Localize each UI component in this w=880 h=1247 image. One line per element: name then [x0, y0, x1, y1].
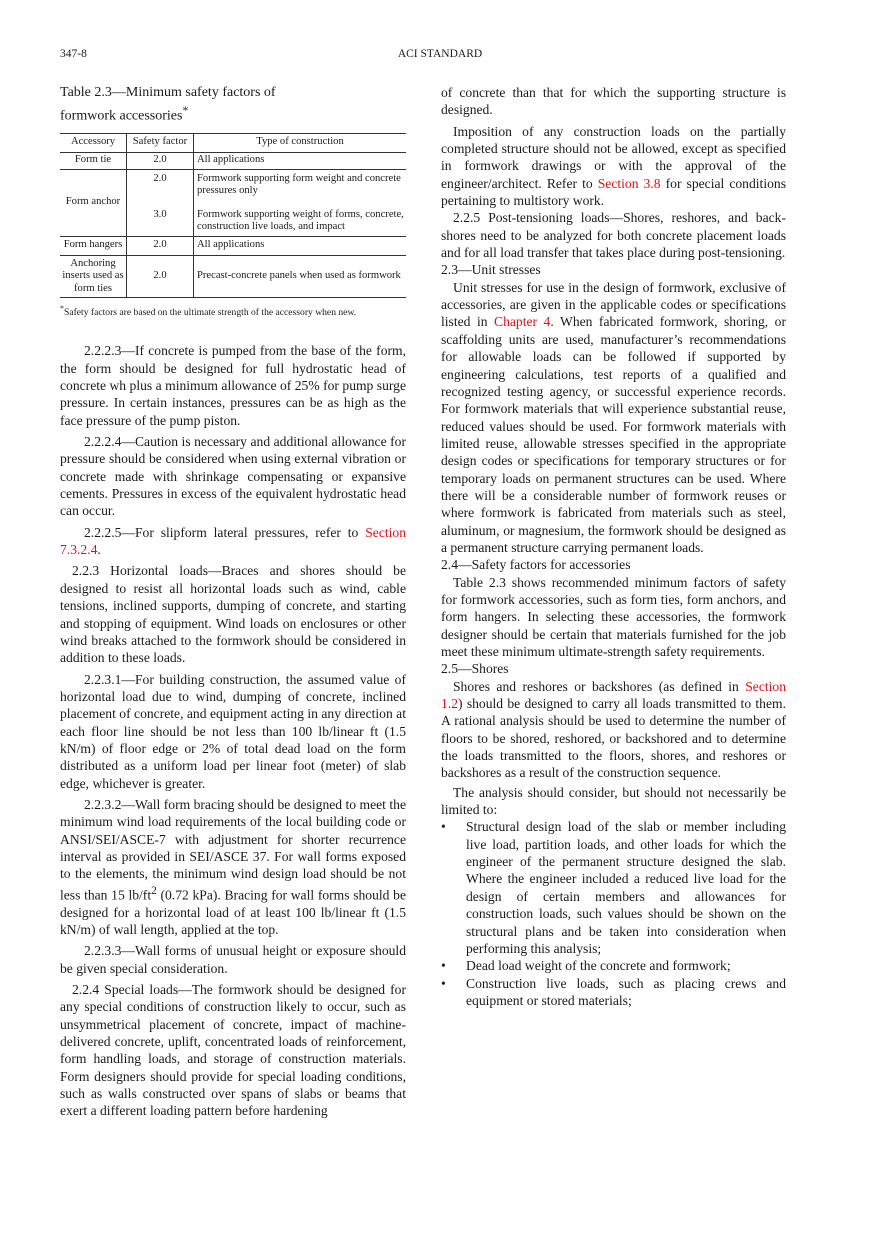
list-item-text: Structural design load of the slab or member including live load, partition loads, and other loads for which the engineer of the permanent structure designed the slab. Where the engineer included a reduced live load for the design of certain members and allowances for construction loads, such values should be shown on the structural plans and be taken into consideration when performing this analysis; [466, 819, 786, 956]
list-item [441, 818, 786, 957]
paragraph-analysis: The analysis should consider, but should not necessarily be limited to: [441, 784, 786, 818]
paragraph-23 [441, 279, 786, 557]
table-cell-type: All applications [194, 152, 407, 169]
section-38-link[interactable]: Section 3.8 [597, 175, 661, 191]
table-caption [60, 84, 406, 125]
table-cell-factor: 2.0 [127, 255, 194, 298]
table-cell-accessory: Form anchor [60, 169, 127, 236]
table-cell-accessory: Anchoring inserts used as form ties [60, 255, 127, 298]
safety-factor-table [60, 133, 406, 299]
paragraph-2223: 2.2.2.3—If concrete is pumped from the base of the form, the form should be designed for full hydrostatic head of concrete wh plus a minimum allowance of 25% for pump surge pressure. In certain instances, pressures can be as high as the face pressure of the pump piston. [60, 343, 406, 428]
bullet-mark: • [441, 975, 446, 991]
paragraph-2225-end: . [97, 542, 101, 558]
table-header-safety-factor: Safety factor [127, 133, 194, 152]
table-cell-type: Formwork supporting weight of forms, concrete, construction live loads, and impact [194, 208, 407, 237]
table-cell-accessory: Form tie [60, 152, 127, 169]
paragraph-2232 [60, 796, 406, 938]
list-item-text: Construction live loads, such as placing crews and equipment or stored materials; [466, 975, 786, 1008]
list-item [441, 957, 786, 974]
paragraph-224: 2.2.4 Special loads—The formwork should be designed for any special conditions of construction likely to occur, such as unsymmetrical placement of concrete, impact of machine-delivered concrete, uplift, concentrated loads of reinforcement, form handling loads, and storage of construction materials. Form designers should provide for special loading conditions, such as walls constructed over spans of slabs or beams that exert a different loading pattern before hardening [60, 981, 406, 1119]
list-item-text: Dead load weight of the concrete and formwork; [466, 958, 731, 974]
running-title: ACI STANDARD [397, 48, 483, 60]
paragraph-2233: 2.2.3.3—Wall forms of unusual height or exposure should be given special consideration. [60, 943, 406, 976]
paragraph-imposition-a: Imposition of any construction loads on the partially completed structure should not be allowed, except as specified in formwork drawings or with the approval of the engineer/architect. Refer to [441, 123, 786, 191]
table-footnote [60, 303, 406, 319]
paragraph-225: 2.2.5 Post-tensioning loads—Shores, reshores, and back-shores need to be analyzed for both concrete placement loads and for all load transfer that takes place during post-tensioning. [441, 210, 786, 261]
table-caption-line1: Table 2.3—Minimum safety factors of [60, 85, 276, 100]
footnote-text: Safety factors are based on the ultimate strength of the accessory when new. [64, 307, 357, 319]
paragraph-2232-sup: 2 [151, 884, 157, 897]
page-number: 347-8 [60, 48, 87, 60]
consideration-list [441, 818, 786, 1009]
page-header [60, 48, 820, 68]
bullet-mark: • [441, 819, 446, 835]
table-cell-factor: 2.0 [127, 152, 194, 169]
paragraph-2232-b: (0.72 kPa). Bracing for wall forms should be designed for a horizontal load of at least 100 lb/linear ft (1.5 kN/m) of wall length, applied at the top. [60, 887, 406, 937]
table-header-type: Type of construction [194, 133, 407, 152]
paragraph-24: Table 2.3 shows recommended minimum factors of safety for formwork accessories, such as form ties, form anchors, and form hangers. In selecting these accessories, the formwork designer should be certain that materials furnished for the job meet these minimum ultimate-strength safety requirements. [441, 574, 786, 659]
table-row [60, 169, 406, 208]
table-row [60, 255, 406, 298]
paragraph-imposition [441, 123, 786, 210]
table-cell-accessory: Form hangers [60, 236, 127, 255]
table-cell-type: Precast-concrete panels when used as formwork [194, 255, 407, 298]
list-item [441, 975, 786, 1010]
paragraph-25 [441, 678, 786, 782]
paragraph-imposition-b: for special conditions pertaining to multistory work. [441, 175, 786, 209]
table-cell-factor: 3.0 [127, 208, 194, 237]
table-cell-type: Formwork supporting form weight and concrete pressures only [194, 169, 407, 208]
paragraph-2225 [60, 524, 406, 559]
table-header-row [60, 133, 406, 152]
paragraph-25-a: Shores and reshores or backshores (as defined in [453, 678, 746, 694]
table-cell-factor: 2.0 [127, 236, 194, 255]
paragraph-23-a: Unit stresses for use in the design of formwork, exclusive of accessories, are given in the applicable codes or specifications listed in [441, 279, 786, 330]
table-cell-factor: 2.0 [127, 169, 194, 208]
table-caption-marker: * [182, 103, 189, 117]
paragraph-2232-a: 2.2.3.2—Wall form bracing should be designed to meet the minimum wind load requirements of the local building code or ANSI/SEI/ASCE-7 with adjustment for shorter recurrence interval as provided in SEI/ASCE 37. For wall forms exposed to the elements, the minimum wind design load should be not less than 15 lb/ft [60, 796, 406, 903]
paragraph-2225-text: 2.2.2.5—For slipform lateral pressures, refer to [84, 524, 366, 540]
left-column [60, 84, 406, 1120]
paragraph-25-b: ) should be designed to carry all loads transmitted to them. A rational analysis should be used to determine the number of floors to be shored, reshored, or backshored and to determine the loads transmitted to the floors, shores, and reshores or backshores as a result of the construction sequence. [441, 696, 786, 781]
bullet-mark: • [441, 958, 446, 974]
section-7324-link[interactable]: Section 7.3.2.4 [60, 524, 406, 558]
table-row [60, 152, 406, 169]
paragraph-223: 2.2.3 Horizontal loads—Braces and shores should be designed to resist all horizontal loads such as wind, cable tensions, inclined supports, dumping of concrete, and starting and stopping of equipment. Wind loads on enclosures or other wind breaks attached to the formwork should be considered in addition to these loads. [60, 563, 406, 666]
paragraph-2231: 2.2.3.1—For building construction, the assumed value of horizontal load due to wind, dumping of concrete, inclined placement of concrete, and equipment acting in any direction at each floor line should be not less than 100 lb/linear ft (1.5 kN/m) of floor edge or 2% of total dead load on the form distributed as a uniform load per linear foot (meter) of slab edge, whichever is greater. [60, 671, 406, 791]
footnote-marker: * [60, 304, 64, 314]
table-row [60, 236, 406, 255]
section-heading-24: 2.4—Safety factors for accessories [441, 557, 631, 573]
table-caption-line2: formwork accessories [60, 108, 183, 124]
section-heading-25: 2.5—Shores [441, 661, 509, 677]
section-heading-23: 2.3—Unit stresses [441, 262, 541, 278]
chapter-4-link[interactable]: Chapter 4 [494, 314, 551, 330]
table-header-accessory: Accessory [60, 133, 127, 152]
section-12-link[interactable]: Section 1.2 [441, 678, 786, 712]
paragraph-continued: of concrete than that for which the supporting structure is designed. [441, 85, 786, 118]
table-cell-type: All applications [194, 236, 407, 255]
right-column [441, 84, 786, 1009]
paragraph-23-b: . When fabricated formwork, shoring, or scaffolding units are used, manufacturer’s recommendations for allowable loads can be followed if supported by engineering calculations, test reports of a qualified and recognized testing agency, or successful experience records. For formwork materials that will experience substantial reuse, reduced values should be used. For formwork materials with limited reuse, allowable stresses specified in the appropriate design codes or specifications for temporary structures or for temporary loads on permanent structures can be used. Where there will be a considerable number of formwork reuses or where formwork is fabricated from materials such as steel, aluminum, or magnesium, the formwork should be designed as a permanent structure carrying permanent loads. [441, 314, 787, 555]
paragraph-2224: 2.2.2.4—Caution is necessary and additional allowance for pressure should be considered when using external vibration or concrete made with shrinkage compensating or expansive cements. Pressures in excess of the equivalent hydrostatic head can occur. [60, 434, 406, 519]
